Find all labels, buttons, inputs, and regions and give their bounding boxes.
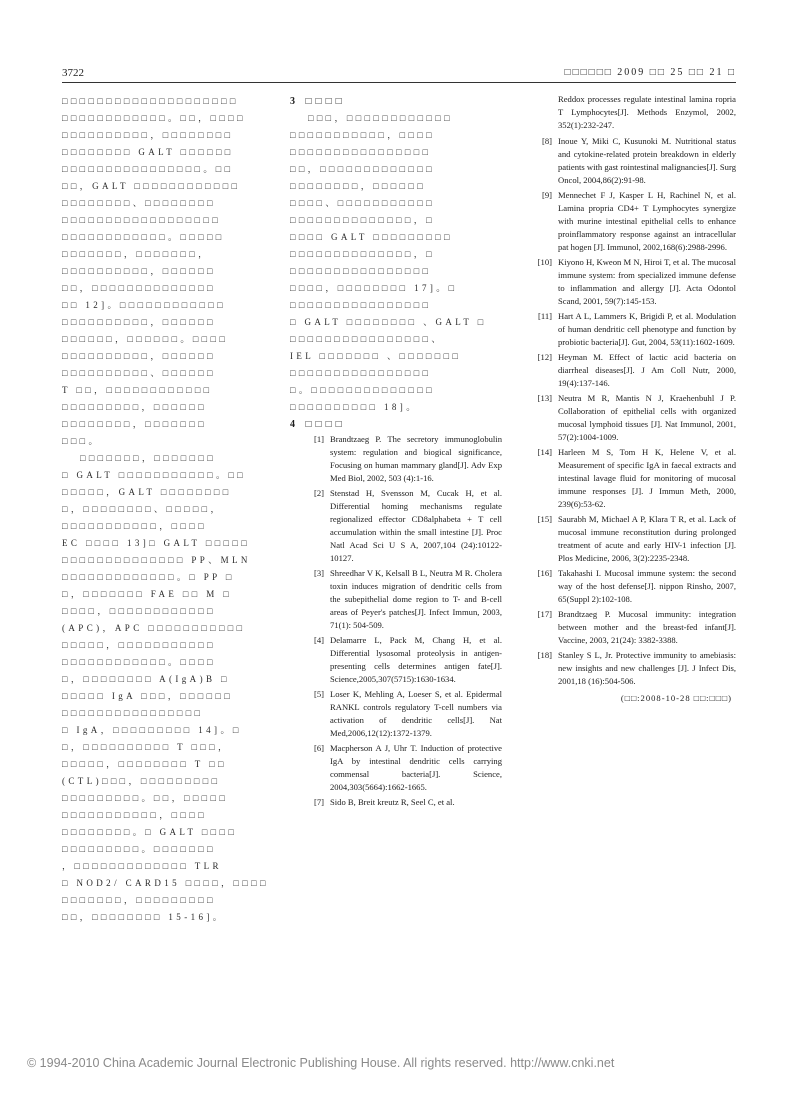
body-text-line: □□□□□□□□□□，□□□□□□ — [62, 266, 216, 276]
body-text-line: □□，GALT □□□□□□□□□□□□ — [62, 181, 241, 191]
body-text-line: □，□□□□□□□ FAE □□ M □ — [62, 589, 233, 599]
body-text-line: □□□□□ IgA □□□，□□□□□□ — [62, 691, 234, 701]
reference-number: [17] — [537, 609, 552, 619]
body-text-line: □□□□□□□□□□□，□□□□ — [290, 130, 435, 140]
reference-text: Heyman M. Effect of lactic acid bacteria on diarrheal diseases[J]. J Am Coll Nutr, 2000, 19(4):137-146. — [558, 352, 736, 388]
reference-text: Harleen M S, Tom H K, Helene V, et al. Measurement of specific IgA in faecal extracts and intestinal lavage fluid for monitoring of mucosal immune responses [J]. J Immun Meth, 2000, 239(6):53-62. — [558, 447, 736, 509]
reference-number: [7] — [313, 797, 324, 807]
reference-text: Delamarre L, Pack M, Chang H, et al. Differential lysosomal proteolysis in antigen-presenting cells determines antigen fate[J]. Science,2005,307(5715):1630-1634. — [330, 635, 502, 684]
reference-text: Saurabh M, Michael A P, Klara T R, et al. Lack of mucosal immune reconstitution during prolonged treatment of acute and early HIV-1 infection [J]. Plos Medicine, 2006, 3(2):2235-2348. — [558, 514, 736, 563]
body-text-line: □□□□□□□，□□□□□□□ — [80, 453, 217, 463]
body-text-line: □，□□□□□□□□ A(IgA)B □ — [62, 674, 230, 684]
reference-item — [290, 487, 502, 565]
body-text-line: □□□□□□□□，□□□□□□□ — [62, 419, 207, 429]
body-text-line: □，□□□□□□□□、□□□□□， — [62, 504, 223, 514]
body-text-line: □□□□□□□□□□□□□□□□ — [290, 300, 432, 310]
body-text-line: □□□□□□□□□。□□□□□□□ — [62, 844, 216, 854]
body-text-line: □□□□□□□□□□□□□□，□ — [290, 215, 435, 225]
reference-item — [290, 796, 502, 809]
body-text-line: □□，□□□□□□□□ 15-16]。 — [62, 912, 226, 922]
body-text-line: (CTL)□□□，□□□□□□□□□ — [62, 776, 221, 786]
body-text-line: □□□□□□□□□□□□□。□ PP □ — [62, 572, 235, 582]
body-text-line: □，□□□□□□□□□□ T □□□， — [62, 742, 231, 752]
body-text-line: □□□□、□□□□□□□□□□□ — [290, 198, 435, 208]
reference-number: [16] — [537, 568, 552, 578]
body-text-line: □ NOD2/ CARD15 □□□□，□□□□ — [62, 878, 269, 888]
reference-number: [11] — [538, 311, 552, 321]
reference-text: Brandtzaeg P. The secretory immunoglobulin system: regulation and biogical significance, Focusing on human mammary gland[J]. Adv Exp Med Biol, 2002, 503 (4):1-16. — [330, 434, 502, 483]
body-text-line: □□□□ GALT □□□□□□□□□ — [290, 232, 453, 242]
reference-text: Takahashi I. Mucosal immune system: the second way of the host defense[J]. nippon Rinsho, 2007, 65(Suppl 2):102-108. — [558, 568, 736, 604]
body-text-line: □□□□□□□□□□□□□□□□ — [290, 368, 432, 378]
reference-text: Mennechet F J, Kasper L H, Rachinel N, et al. Lamina propria CD4+ T Lymphocytes synergize with murine intestinal epithelial cells to enhance proinflammatory response against an intracellular pat hogen [J]. Immunol, 2002,168(6):2988-2996. — [558, 190, 736, 252]
reference-number: [6] — [313, 743, 324, 753]
body-text-line: □□□□□□□□□□□□□□□□□□ — [62, 215, 222, 225]
section-heading: 3 □□□□ — [290, 96, 346, 107]
body-text-line: □□□□□□□□□□，□□□□□□ — [62, 317, 216, 327]
reference-item — [290, 634, 502, 686]
received-date: (□□:2008-10-28 □□:□□□) — [620, 693, 732, 703]
reference-number: [2] — [313, 488, 324, 498]
body-text-line: □□□□□□□□□□□□□□，□ — [290, 249, 435, 259]
body-text-line: □□□□□□□□ GALT □□□□□□ — [62, 147, 234, 157]
body-text-line: □□□□□□□□□□，□□□□□□ — [62, 351, 216, 361]
body-text-line: □ IgA，□□□□□□□□□ 14]。□ — [62, 725, 242, 735]
body-text-line: EC □□□□ 13]□ GALT □□□□□ — [62, 538, 251, 548]
reference-item — [518, 310, 736, 349]
body-text-line: □□□□□□□□、□□□□□□□□ — [62, 198, 216, 208]
reference-text: Stenstad H, Svensson M, Cucak H, et al. Differential homing mechanisms regulate regionalized effector CD8alphabeta + T cell accumulation within the small intestine [J]. Proc Natl Acad Sci U S A, 2007,104 (24):10122-10127. — [330, 488, 502, 563]
body-text-line: □□□□□□□□□□□□。□□，□□□□ — [62, 113, 246, 123]
body-text-line: IEL □□□□□□□ 、□□□□□□□ — [290, 351, 462, 361]
reference-continuation: Reddox processes regulate intestinal lamina ropria T Lymphocytes[J]. Methods Enzymol, 2002, 352(1):232-247. — [558, 94, 736, 130]
reference-item — [518, 649, 736, 688]
column-right — [518, 93, 736, 707]
body-text-line: T □□，□□□□□□□□□□□□ — [62, 385, 213, 395]
body-text-line: □。□□□□□□□□□□□□□□ — [290, 385, 435, 395]
body-text-line: □□□□□□□□□□□□□□ PP、MLN — [62, 555, 251, 565]
body-text-line: (APC)，APC □□□□□□□□□□□ — [62, 623, 246, 633]
body-text-line: □□□□□□□□□□□□。□□□□ — [62, 657, 216, 667]
reference-number: [12] — [537, 352, 552, 362]
page-number: 3722 — [62, 67, 84, 79]
body-text-line: □□□□□□□□□□□□□□□□□□□□ — [62, 96, 239, 106]
reference-number: [13] — [537, 393, 552, 403]
reference-number: [14] — [537, 447, 552, 457]
reference-number: [5] — [313, 689, 324, 699]
reference-text: Stanley S L, Jr. Protective immunity to amebiasis: new insights and new challenges [J]. J Infect Dis, 2001,18 (16):504-506. — [558, 650, 736, 686]
reference-number: [4] — [313, 635, 324, 645]
reference-text: Kiyono H, Kweon M N, Hiroi T, et al. The mucosal immune system: from specialized immune defense to inflammation and allergy [J]. Acta Odontol Scand, 2001, 59(7):145-153. — [558, 257, 736, 306]
reference-item — [518, 189, 736, 254]
body-text-line: □□□□□□□□。□ GALT □□□□ — [62, 827, 238, 837]
body-text-line: □□□□□□□□□□，□□□□□□□□ — [62, 130, 234, 140]
body-text-line: □□□。 — [62, 436, 101, 446]
body-text-line: □□□□□□□□□□□□。□□□□□ — [62, 232, 225, 242]
body-text-line: □□□□□□□□□□ 18]。 — [290, 402, 419, 412]
body-text-line: □□□□，□□□□□□□□ 17]。□ — [290, 283, 458, 293]
body-text-line: □□□□□□□□□□□□□□□□ — [62, 708, 204, 718]
reference-text: Macpherson A J, Uhr T. Induction of protective IgA by intestinal dendritic cells carrying commensal bacteria[J]. Science, 2004,303(5664):1662-1665. — [330, 743, 502, 792]
reference-text: Inoue Y, Miki C, Kusunoki M. Nutritional status and cytokine-related protein breakdown in elderly patients with gast rointestinal malignancies[J]. Surg Oncol, 2004,86(2):91-98. — [558, 136, 736, 185]
body-text-line: □□□□□□□□，□□□□□□ — [290, 181, 427, 191]
body-text-line: □□□□□□□□□。□□，□□□□□ — [62, 793, 229, 803]
reference-number: [1] — [313, 434, 324, 444]
body-text-line: □□□□□□□，□□□□□□□□□ — [62, 895, 216, 905]
body-text-line: □□□□□，□□□□□□□□□□□ — [62, 640, 216, 650]
copyright-footer: © 1994-2010 China Academic Journal Electronic Publishing House. All rights reserved. http://www.cnki.net — [27, 1056, 615, 1070]
reference-item — [518, 608, 736, 647]
body-text-line: □□□□□□□□□□□，□□□□ — [62, 810, 207, 820]
body-text-line: □□□□□，GALT □□□□□□□□ — [62, 487, 232, 497]
body-text-line: □□□□□□□□□□□□□□□□ — [290, 266, 432, 276]
reference-number: [3] — [313, 568, 324, 578]
reference-text: Shreedhar V K, Kelsall B L, Neutra M R. Cholera toxin induces migration of dendritic cells from the subepithelial dome region to T- and B-cell areas of Peyer's patches[J]. Infect Immun, 2003, 71(1): 504-509. — [330, 568, 503, 630]
body-text-line: □□，□□□□□□□□□□□□□□ — [62, 283, 216, 293]
body-text-line: □□□，□□□□□□□□□□□□ — [308, 113, 453, 123]
body-text-line: □□□□□□□，□□□□□□□， — [62, 249, 211, 259]
column-middle — [290, 93, 502, 811]
body-text-line: □□□□□□□□□□□，□□□□ — [62, 521, 207, 531]
body-text-line: □□□□□□□□□□□□□□□□、 — [290, 334, 444, 344]
reference-item — [518, 567, 736, 606]
reference-item — [518, 135, 736, 187]
reference-item — [518, 256, 736, 308]
reference-text: Hart A L, Lammers K, Brigidi P, et al. Modulation of human dendritic cell phenotype and function by probiotic bacteria[J]. Gut, 2004, 53(11):1602-1609. — [558, 311, 736, 347]
body-text-line: □□，□□□□□□□□□□□□□ — [290, 164, 435, 174]
reference-item — [290, 567, 502, 632]
reference-text: Neutra M R, Mantis N J, Kraehenbuhl J P. Collaboration of epithelial cells with organized mucosal lymphoid tissues [J]. Nat Immunol, 2001, 57(2):1004-1009. — [558, 393, 736, 442]
reference-item — [518, 392, 736, 444]
reference-text: Sido B, Breit kreutz R, Seel C, et al. — [330, 797, 455, 807]
reference-number: [10] — [537, 257, 552, 267]
body-text-line: □ GALT □□□□□□□□□□□。□□ — [62, 470, 247, 480]
reference-text: Brandtzaeg P. Mucosal immunity: integration between mother and the breast-fed infant[J]. Vaccine, 2003, 21(24): 3382-3388. — [558, 609, 736, 645]
reference-item — [290, 688, 502, 740]
reference-number: [15] — [537, 514, 552, 524]
reference-item — [518, 351, 736, 390]
header-rule — [62, 82, 736, 83]
reference-item — [290, 742, 502, 794]
body-text-line: □ GALT □□□□□□□□ 、GALT □ — [290, 317, 487, 327]
body-text-line: □□□□□□□□□，□□□□□□ — [62, 402, 207, 412]
body-text-line: □□□□□□□□□□□□□□□□。□□ — [62, 164, 234, 174]
body-text-line: ，□□□□□□□□□□□□□ TLR — [62, 861, 222, 871]
reference-item — [290, 433, 502, 485]
reference-number: [18] — [537, 650, 552, 660]
reference-number: [8] — [541, 136, 552, 146]
body-text-line: □□□□，□□□□□□□□□□□□ — [62, 606, 216, 616]
section-heading: 4 □□□□ — [290, 419, 346, 430]
body-text-line: □□□□□□□□□□□□□□□□ — [290, 147, 432, 157]
body-text-line: □□□□□□，□□□□□□。□□□□ — [62, 334, 229, 344]
body-text-line: □□□□□，□□□□□□□□ T □□ — [62, 759, 227, 769]
reference-number: [9] — [541, 190, 552, 200]
reference-text: Loser K, Mehling A, Loeser S, et al. Epidermal RANKL controls regulatory T-cell numbers via activation of dendritic cells[J]. Nat Med,2006,12(12):1372-1379. — [330, 689, 502, 738]
body-text-line: □□ 12]。□□□□□□□□□□□□ — [62, 300, 226, 310]
column-left — [62, 93, 274, 926]
reference-item — [518, 513, 736, 565]
reference-item — [518, 446, 736, 511]
body-text-line: □□□□□□□□□□、□□□□□□ — [62, 368, 216, 378]
journal-info: □□□□□□ 2009 □□ 25 □□ 21 □ — [564, 67, 736, 78]
